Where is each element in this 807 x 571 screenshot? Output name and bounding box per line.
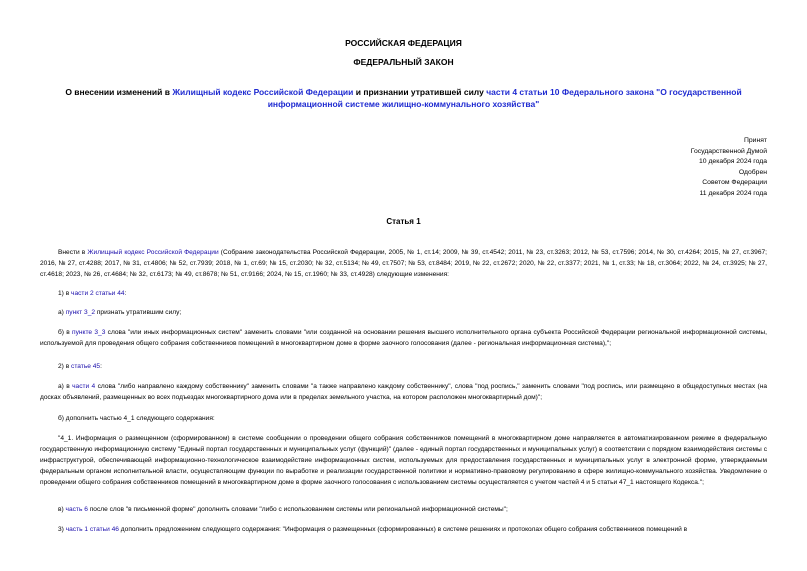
p4-text-a: б) в bbox=[58, 329, 73, 336]
p6-text-a: а) в bbox=[58, 383, 73, 390]
p10-text-a: 3) bbox=[58, 526, 66, 533]
p10-text-b: дополнить предложением следующего содержания: "Информация о размещенных (сформированных) в системе решениях и протоколах общего собрания собственников помещений в bbox=[118, 526, 688, 533]
adoption-block bbox=[691, 136, 767, 199]
paragraph-quote-4-1: "4_1. Информация о размещенном (сформированном) в системе сообщении о проведении общего собрания собственников помещений в многоквартирном доме направляется в автоматизированном режиме в федеральную государственную информационную систему "Единый портал государственных и муниципальных услуг (функций)" (далее - единый портал государственных и муниципальных услуг) в соответствии с порядком взаимодействия системы с инфраструктурой, обеспечивающей информационно-технологическое взаимодействие информационных систем, используемых для предоставления государственных и муниципальных услуг в электронной форме, утверждаемым федеральным органом исполнительной власти, осуществляющим функции по выработке и реализации государственной политики и нормативно-правовому регулированию в сфере жилищно-коммунального хозяйства. Уведомление о проведении общего собрания собственников помещений в многоквартирном доме в форме заочного голосования с использованием системы осуществляется с учетом частей 4 и 5 статьи 47_1 настоящего Кодекса."; bbox=[40, 435, 767, 486]
p1-text-b: (Собрание законодательства Российской Федерации, 2005, № 1, ст.14; 2009, № 39, ст.4542; 2011, № 23, ст.3263; 2012, № 53, ст.7596; 2014, № 30, ст.4264; 2015, № 27, ст.3967; 2016, № 27, ст.4288; 2017, № 31, ст.4806; № 52, ст.7939; 2018, № 1, ст.69; № 15, ст.2030; № 32, ст.5134; № 49, ст.7507; № 53, ст.8484; 2019, № 22, ст.2672; 2020, № 22, ст.3377; 2021, № 1, ст.33; № 18, ст.3064; 2022, № 24, ст.3925; № 27, ст.4618; 2023, № 26, ст.4684; № 32, ст.6173; № 49, ст.8678; № 51, ст.9166; 2024, № 15, ст.1960; № 33, ст.4928) следующие изменения: bbox=[40, 249, 767, 278]
p5-text-a: 2) в bbox=[58, 363, 72, 370]
p6-link[interactable]: части 4 bbox=[72, 383, 96, 390]
p1-text-a: Внести в bbox=[58, 249, 88, 256]
paragraph-item-1a bbox=[40, 307, 767, 318]
article-heading: Статья 1 bbox=[386, 217, 421, 226]
p2-text-a: 1) в bbox=[58, 290, 72, 297]
p1-link-housing-code[interactable]: Жилищный кодекс Российской Федерации bbox=[87, 249, 219, 256]
council-date: 11 декабря 2024 года bbox=[699, 189, 767, 197]
law-title bbox=[40, 86, 767, 110]
title-text-1: О внесении изменений в bbox=[65, 87, 173, 97]
paragraph-item-2b: б) дополнить частью 4_1 следующего содержания: bbox=[58, 415, 215, 422]
p4-link[interactable]: пункте 3_3 bbox=[72, 329, 106, 336]
p2-text-b: : bbox=[124, 290, 127, 297]
paragraph-item-1 bbox=[40, 288, 767, 299]
p5-link[interactable]: статье 45 bbox=[71, 363, 101, 370]
p4-text-b: слова "или иных информационных систем" заменить словами "или созданной на основании решения высшего исполнительного органа субъекта Российской Федерации региональной информационной системы, используемой для проведения общего собрания собственников помещений в многоквартирном доме в форме заочного голосования (далее - региональная информационная система),"; bbox=[40, 329, 767, 347]
paragraph-item-2a bbox=[40, 381, 767, 403]
p5-text-b: : bbox=[100, 363, 102, 370]
paragraph-intro bbox=[40, 247, 767, 280]
p10-link[interactable]: часть 1 статьи 46 bbox=[65, 526, 119, 533]
title-link-line-1: части 4 статьи 10 Федерального закона "О государственной bbox=[486, 87, 742, 97]
p3-text-a: а) bbox=[58, 309, 66, 316]
p2-link[interactable]: части 2 статьи 44 bbox=[71, 290, 125, 297]
title-text-2: и признании утратившей силу bbox=[353, 87, 487, 97]
title-link-housing-code[interactable]: Жилищный кодекс Российской Федерации bbox=[172, 87, 354, 97]
approved-label: Одобрен bbox=[738, 168, 767, 176]
duma-label: Государственной Думой bbox=[690, 147, 767, 155]
p3-link[interactable]: пункт 3_2 bbox=[65, 309, 96, 316]
paragraph-item-3 bbox=[40, 524, 767, 535]
p6-text-b: слова "либо направлено каждому собственнику" заменить словами "а также направлено каждому собственнику", слова "под роспись," заменить словами "под роспись, или размещено в общедоступных местах (на досках объявлений, размещенных во всех подъездах многоквартирного дома или в пределах земельного участка, на котором расположен многоквартирный дом)"; bbox=[40, 383, 767, 401]
p9-link[interactable]: часть 6 bbox=[65, 506, 88, 513]
title-link-line-2: информационной системе жилищно-коммунального хозяйства" bbox=[267, 99, 540, 109]
paragraph-item-2 bbox=[40, 361, 767, 372]
law-type-heading: ФЕДЕРАЛЬНЫЙ ЗАКОН bbox=[353, 57, 454, 67]
paragraph-item-1b bbox=[40, 327, 767, 349]
p3-text-b: признать утратившим силу; bbox=[95, 309, 182, 316]
p9-text-b: после слов "в письменной форме" дополнить словами "либо с использованием системы или региональной информационной системы"; bbox=[87, 506, 508, 513]
country-heading: РОССИЙСКАЯ ФЕДЕРАЦИЯ bbox=[345, 38, 462, 48]
duma-date: 10 декабря 2024 года bbox=[699, 158, 767, 165]
paragraph-item-2c bbox=[40, 504, 767, 515]
p9-text-a: в) bbox=[58, 506, 66, 513]
accepted-label: Принят bbox=[743, 137, 767, 144]
council-label: Советом Федерации bbox=[702, 179, 767, 186]
